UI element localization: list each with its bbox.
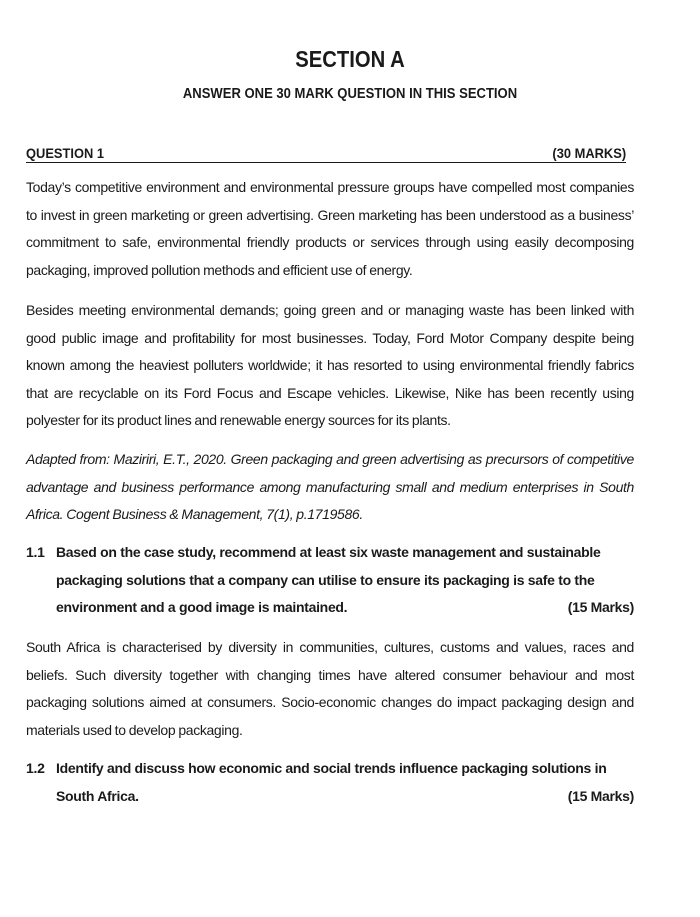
intro-paragraph: Today’s competitive environment and environmental pressure groups have compelled most companies to invest in green marketing or green advertising. Green marketing has been understood as a business’ commitment to safe, environmental friendly products or services through using easily decomposing packaging, improved pollution methods and efficient use of energy. xyxy=(26,179,634,278)
question-item-1-2 xyxy=(26,755,634,810)
item-marks: (15 Marks) xyxy=(567,599,634,615)
section-title: SECTION A xyxy=(295,46,405,72)
item-marks: (15 Marks) xyxy=(567,787,634,804)
context-paragraph: South Africa is characterised by diversity in communities, cultures, customs and values, races and beliefs. Such diversity together with changing times have altered consumer behaviour and most packaging solutions aimed at consumers. Socio-economic changes do impact packaging design and materials used to develop packaging. xyxy=(26,639,634,738)
section-instruction: ANSWER ONE 30 MARK QUESTION IN THIS SECTION xyxy=(182,86,518,102)
question-header xyxy=(26,145,626,163)
case-paragraph: Besides meeting environmental demands; going green and or managing waste has been linked with good public image and profitability for most businesses. Today, Ford Motor Company despite being known among the heaviest polluters worldwide; it has resorted to using environmental friendly fabrics that are recyclable on its Ford Focus and Escape vehicles. Likewise, Nike has been recently using polyester for its product lines and renewable energy sources for its plants. xyxy=(26,302,634,428)
item-number: 1.1 xyxy=(26,544,45,560)
question-label: QUESTION 1 xyxy=(26,145,105,161)
item-number: 1.2 xyxy=(26,760,45,776)
item-text: Based on the case study, recommend at least six waste management and sustainable packaging solutions that a company can utilise to ensure its packaging is safe to the environment and a good image is maintained. xyxy=(56,544,601,615)
question-item-1-1 xyxy=(26,539,634,622)
source-citation: Adapted from: Maziriri, E.T., 2020. Green packaging and green advertising as precursors of competitive advantage and business performance among manufacturing small and medium enterprises in South Africa. Cogent Business & Management, 7(1), p.1719586. xyxy=(26,451,634,522)
item-text: Identify and discuss how economic and social trends influence packaging solutions in South Africa. xyxy=(56,760,607,804)
question-marks: (30 MARKS) xyxy=(552,145,626,161)
